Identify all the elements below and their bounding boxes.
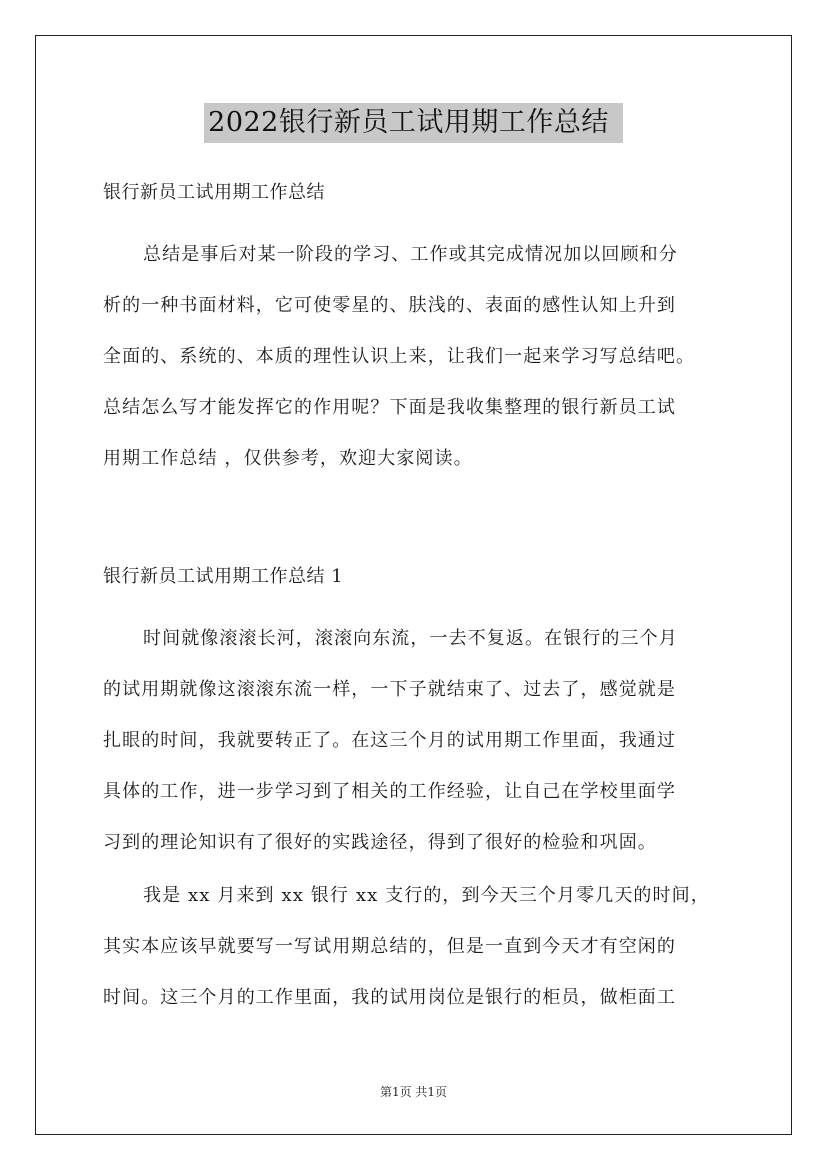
paragraph-line: 析的一种书面材料，它可使零星的、肤浅的、表面的感性认知上升到 bbox=[103, 295, 676, 316]
paragraph-line: 总结怎么写才能发挥它的作用呢？下面是我收集整理的银行新员工试 bbox=[103, 397, 676, 418]
section-heading: 银行新员工试用期工作总结 1 bbox=[103, 566, 344, 587]
paragraph-line: 用期工作总结 ，仅供参考，欢迎大家阅读。 bbox=[103, 448, 473, 469]
paragraph-line: 扎眼的时间，我就要转正了。在这三个月的试用期工作里面，我通过 bbox=[103, 730, 676, 751]
paragraph-line: 时间就像滚滚长河，滚滚向东流，一去不复返。在银行的三个月 bbox=[143, 628, 678, 649]
intro-paragraph bbox=[103, 229, 743, 484]
intro-heading: 银行新员工试用期工作总结 bbox=[103, 182, 325, 203]
paragraph-line: 总结是事后对某一阶段的学习、工作或其完成情况加以回顾和分 bbox=[143, 244, 678, 265]
body-paragraph-2 bbox=[103, 870, 743, 1023]
paragraph-line: 习到的理论知识有了很好的实践途径，得到了很好的检验和巩固。 bbox=[103, 832, 657, 853]
paragraph-line: 的试用期就像这滚滚东流一样，一下子就结束了、过去了，感觉就是 bbox=[103, 679, 676, 700]
body-paragraph-1 bbox=[103, 613, 743, 868]
document-title-wrapper bbox=[0, 103, 827, 143]
page-footer: 第1页 共1页 bbox=[379, 1085, 448, 1099]
paragraph-line: 全面的、系统的、本质的理性认识上来，让我们一起来学习写总结吧。 bbox=[103, 346, 696, 367]
paragraph-line: 我是 xx 月来到 xx 银行 xx 支行的，到今天三个月零几天的时间， bbox=[143, 885, 710, 906]
paragraph-line: 具体的工作，进一步学习到了相关的工作经验，让自己在学校里面学 bbox=[103, 781, 676, 802]
document-body bbox=[103, 175, 743, 1042]
paragraph-line: 时间。这三个月的工作里面，我的试用岗位是银行的柜员，做柜面工 bbox=[103, 987, 676, 1008]
paragraph-line: 其实本应该早就要写一写试用期总结的，但是一直到今天才有空闲的 bbox=[103, 936, 676, 957]
document-title: 2022银行新员工试用期工作总结 bbox=[204, 103, 623, 143]
